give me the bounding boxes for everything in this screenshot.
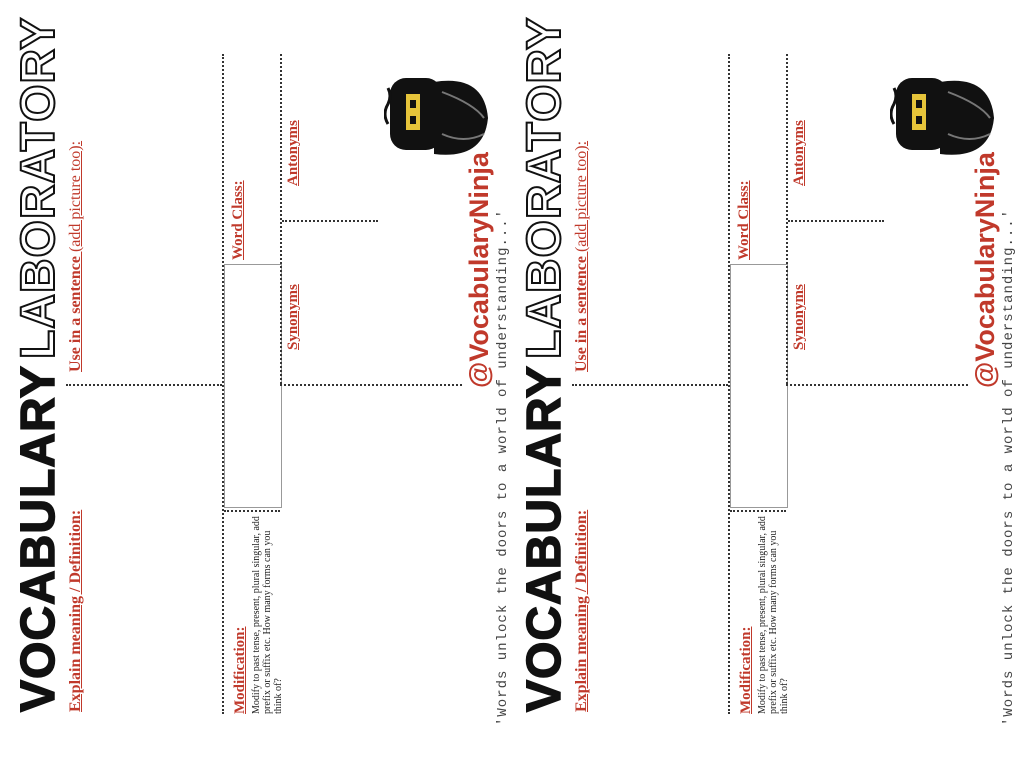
divider-syn-ant: [786, 54, 788, 384]
word-class-label: Word Class:: [230, 180, 246, 260]
vocabulary-ninja-handle: @VocabularyNinja: [970, 152, 1000, 388]
quote: 'Words unlock the doors to a world of understanding...': [1001, 208, 1017, 726]
modification-text: Modify to past tense, present, plural singular, add prefix or suffix etc. How many forms can you think of?: [757, 516, 790, 714]
definition-label: Explain meaning / Definition:: [573, 509, 590, 712]
ninja-mascot-icon: [890, 74, 1002, 162]
antonyms-label: Antonyms: [285, 120, 301, 186]
sheet-title: VOCABULARYLABORATORY: [518, 16, 571, 712]
modification-label: Modification:: [738, 626, 754, 714]
divider-modification: [730, 510, 786, 512]
sheet-title: VOCABULARYLABORATORY: [12, 16, 65, 712]
vocabulary-ninja-handle: @VocabularyNinja: [464, 152, 494, 388]
synonyms-label: Synonyms: [285, 284, 301, 350]
divider-syn-ant-mid: [282, 220, 378, 222]
quote: 'Words unlock the doors to a world of understanding...': [495, 208, 511, 726]
synonyms-label: Synonyms: [791, 284, 807, 350]
word-class-label: Word Class:: [736, 180, 752, 260]
divider-syn-ant-mid: [788, 220, 884, 222]
divider-definition-sentence: [572, 384, 728, 386]
antonyms-label: Antonyms: [791, 120, 807, 186]
divider-syn-bottom: [786, 384, 968, 386]
modification-text: Modify to past tense, present, plural singular, add prefix or suffix etc. How many forms can you think of?: [251, 516, 284, 714]
word-box[interactable]: [224, 264, 282, 508]
ninja-mascot-icon: [384, 74, 496, 162]
definition-label: Explain meaning / Definition:: [67, 509, 84, 712]
word-box[interactable]: [730, 264, 788, 508]
divider-syn-bottom: [280, 384, 462, 386]
sentence-label: Use in a sentence (add picture too):: [67, 140, 84, 372]
divider-syn-ant: [280, 54, 282, 384]
modification-label: Modification:: [232, 626, 248, 714]
divider-definition-sentence: [66, 384, 222, 386]
sentence-label: Use in a sentence (add picture too):: [573, 140, 590, 372]
vocabulary-sheet: [506, 0, 1018, 768]
divider-modification: [224, 510, 280, 512]
